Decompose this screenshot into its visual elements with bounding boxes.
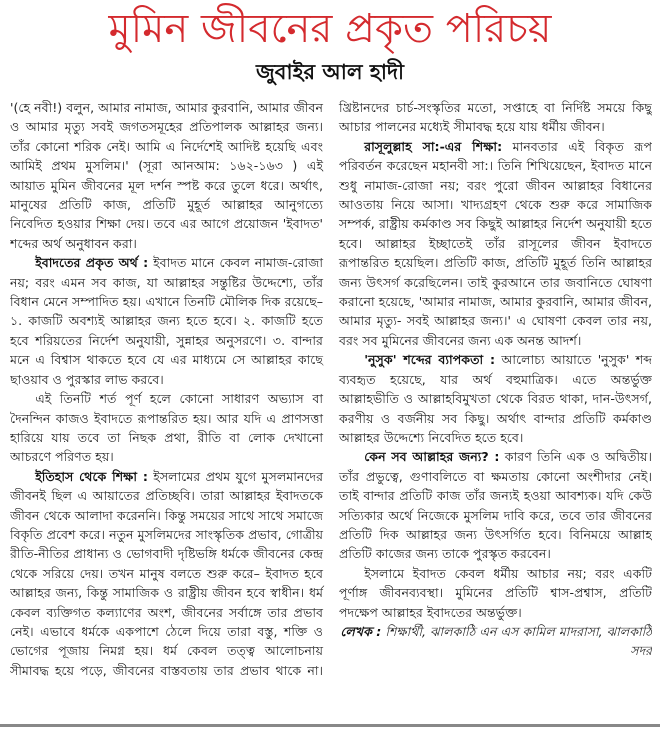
section-heading: 'নুসুক' শব্দের ব্যাপকতা :: [364, 352, 495, 368]
article-author: জুবাইর আল হাদী: [256, 60, 404, 84]
paragraph-intro: '(হে নবী!) বলুন, আমার নামাজ, আমার কুরবানি, আমার জীবন ও আমার মৃত্যু সবই জগতসমূহের প্রতিপালক আল্লাহর জন্য। তাঁর কোনো শরিক নেই। আমি এ নির্দেশেই আদিষ্ট হয়েছি এবং আমিই প্রথম মুসলিম।' (সূরা আনআম: ১৬২-১৬৩ ) এই আয়াত মুমিন জীবনের মূল দর্শন স্পষ্ট করে তুলে ধরে। অর্থাৎ, মানুষের প্রতিটি কাজ, প্রতিটি মুহূর্ত আল্লাহর আনুগত্যে নিবেদিত হওয়ার শিক্ষা দেয়। তবে এর আগে প্রয়োজন 'ইবাদত' শব্দের অর্থ অনুধাবন করা।: [10, 100, 323, 251]
section-heading: ইতিহাস থেকে শিক্ষা :: [35, 468, 148, 484]
author-signature: লেখক : শিক্ষার্থী, ঝালকাঠি এন এস কামিল মাদরাসা, ঝালকাঠি সদর: [340, 623, 652, 659]
paragraph-prophet-teaching: রাসূলুল্লাহ সা:-এর শিক্ষা: মানবতার এই বিকৃত রূপ পরিবর্তন করেছেন মহানবী সা:। তিনি শিখিয়েছেন, ইবাদত মানে শুধু নামাজ-রোজা নয়; বরং পুরো জীবন আল্লাহর বিধানের আওতায় নিয়ে আসা। খাদ্যগ্রহণ থেকে শুরু করে সামাজিক সম্পর্ক, রাষ্ট্রীয় কর্মকাণ্ড সব কিছুই আল্লাহর নির্দেশ অনুযায়ী হতে হবে। আল্লাহর ইচ্ছাতেই তাঁর রাসূলের জীবন ইবাদতে রূপান্তরিত হয়েছিল। প্রতিটি কাজ, প্রতিটি মুহূর্ত তিনি আল্লাহর জন্য উৎসর্গ করেছিলেন। তাই কুরআনে তার জবানিতে ঘোষণা করানো হয়েছে, 'আমার নামাজ, আমার কুরবানি, আমার জীবন, আমার মৃত্যু- সবই আল্লাহর জন্য।' এ ঘোষণা কেবল তার নয়, বরং সব মুমিনের জীবনের জন্য এক অনন্ত আদর্শ।: [339, 138, 652, 348]
paragraph-three-conditions: এই তিনটি শর্ত পূর্ণ হলে কোনো সাধারণ অভ্যাস বা দৈনন্দিন কাজও ইবাদতে রূপান্তরিত হয়। আর যদি এ প্রাণসত্তা হারিয়ে যায় তবে তা নিছক প্রথা, রীতি বা লোক দেখানো আচরণে পরিণত হয়।: [10, 391, 323, 465]
article-body: [10, 98, 652, 720]
section-heading: ইবাদতের প্রকৃত অর্থ :: [35, 255, 149, 271]
section-heading: রাসূলুল্লাহ সা:-এর শিক্ষা:: [364, 138, 503, 154]
bottom-divider: [0, 724, 660, 727]
paragraph-ibadat-meaning: ইবাদতের প্রকৃত অর্থ : ইবাদত মানে কেবল নামাজ-রোজা নয়; বরং এমন সব কাজ, যা আল্লাহর সন্তুষ্টির উদ্দেশ্যে, তাঁর বিধান মেনে সম্পাদিত হয়। এখানে তিনটি মৌলিক দিক রয়েছে– ১. কাজটি অবশ্যই আল্লাহর জন্য হতে হবে। ২. কাজটি হতে হবে শরিয়তের নির্দেশ অনুযায়ী, সুন্নাহর অনুসরণে। ৩. বান্দার মনে এ বিশ্বাস থাকতে হবে যে এর মাধ্যমে সে আল্লাহর কাছে ছাওয়াব ও পুরস্কার লাভ করবে।: [10, 255, 323, 387]
section-heading: কেন সব আল্লাহর জন্য? :: [364, 449, 500, 465]
paragraph-history: ইতিহাস থেকে শিক্ষা : ইসলামের প্রথম যুগে মুসলমানদের জীবনই ছিল এ আয়াতের প্রতিচ্ছবি। তারা আল্লাহর ইবাদতকে জীবন থেকে আলাদা করেননি। কিন্তু সময়ের সাথে সাথে সমাজে বিকৃতি প্রবেশ করে। নতুন মুসলিমদের সাংস্কৃতিক প্রভাব, গোত্রীয় রীতি-নীতির প্রাধান্য ও ভোগবাদী দৃষ্টিভঙ্গি ধর্মকে জীবনের কেন্দ্র থেকে সরিয়ে দেয়। তখন মানুষ বলতে শুরু করে– ইবাদত হবে আল্লাহর জন্য, কিন্তু সামাজিক ও রাষ্ট্রীয় জীবন হবে স্বাধীন। ধর্ম কেবল ব্যক্তিগত কল্যাণের অংশ, জীবনের সর্বাঙ্গে তার প্রভাব নেই। এভাবে ধর্মকে একপাশে ঠেলে দিয়ে তারা বস্তু, শক্তি ও ভোগের পূজায় নিমগ্ন হয়। ধর্ম কেবল তত্ত্ব আলোচনায় সীমাবদ্ধ হয়ে পড়ে, জীবনের বাস্তবতায় তার প্রভাব থাকে না। খ্রিষ্টানদের চার্চ-সংস্কৃতির মতো, সপ্তাহে বা নির্দিষ্ট সময়ে কিছু আচার পালনের মধ্যেই সীমাবদ্ধ হয়ে যায় ধর্মীয় জীবন।: [10, 100, 652, 678]
article-title: মুমিন জীবনের প্রকৃত পরিচয়: [108, 6, 552, 52]
paragraph-conclusion: ইসলামে ইবাদত কেবল ধর্মীয় আচার নয়; বরং একটি পূর্ণাঙ্গ জীবনব্যবস্থা। মুমিনের প্রতিটি শ্বাস-প্রশ্বাস, প্রতিটি পদক্ষেপ আল্লাহর ইবাদতের অন্তর্ভুক্ত।: [339, 565, 652, 620]
paragraph-nusuk: 'নুসুক' শব্দের ব্যাপকতা : আলোচ্য আয়াতে 'নুসুক' শব্দ ব্যবহৃত হয়েছে, যার অর্থ বহুমাত্রিক। এতে অন্তর্ভুক্ত আল্লাহভীতি ও আল্লাহবিমুখতা থেকে বিরত থাকা, দান-উৎসর্গ, করণীয় ও বর্জনীয় সব কিছু। অর্থাৎ বান্দার প্রতিটি কর্মকাণ্ড আল্লাহর উদ্দেশ্যে নিবেদিত হতে হবে।: [339, 352, 652, 445]
paragraph-why-all-for-allah: কেন সব আল্লাহর জন্য? : কারণ তিনি এক ও অদ্বিতীয়। তাঁর প্রভুত্বে, গুণাবলিতে বা ক্ষমতায় কোনো অংশীদার নেই। তাই বান্দার প্রতিটি কাজ তাঁর জন্যই হওয়া আবশ্যক। যদি কেউ সত্যিকার অর্থে নিজেকে মুসলিম দাবি করে, তবে তার জীবনের প্রতিটি দিক আল্লাহর জন্য উৎসর্গিত হবে। বিনিময়ে আল্লাহ প্রতিটি কাজের জন্য তাকে পুরস্কৃত করবেন।: [339, 449, 652, 562]
